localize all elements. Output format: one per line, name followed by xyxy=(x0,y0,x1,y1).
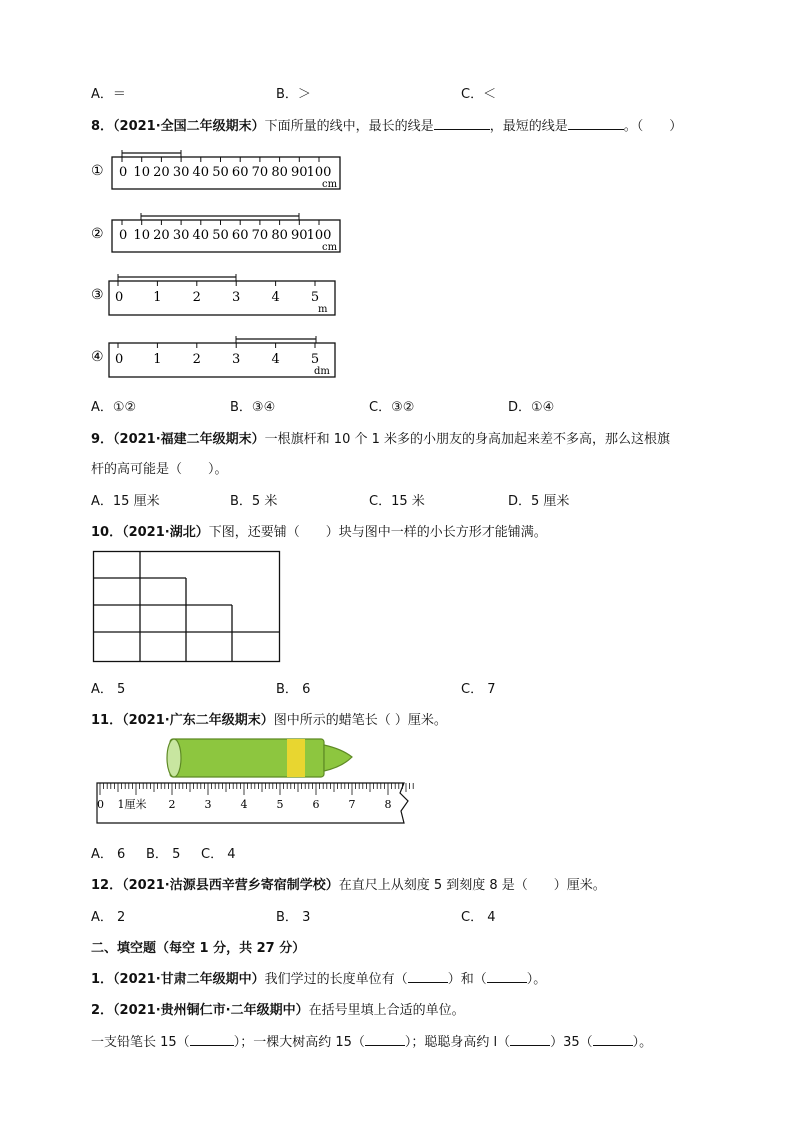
ruler-tick-label: 0 xyxy=(115,290,124,305)
rectangle-tiling-figure xyxy=(92,550,282,664)
ruler-marker: ① xyxy=(91,163,104,179)
option-letter: B． xyxy=(230,494,252,509)
option-letter: C． xyxy=(461,87,484,102)
cm-ruler-label: 5 xyxy=(276,798,284,811)
q9-option-a[interactable] xyxy=(91,490,160,509)
measured-line xyxy=(141,213,299,220)
ruler-tick-label: 5 xyxy=(310,352,320,367)
question-text: 。（ ） xyxy=(623,119,683,134)
answer-blank[interactable] xyxy=(593,1033,633,1046)
question-text: 图中所示的蜡笔长（ ）厘米。 xyxy=(273,713,447,728)
ruler-tick-label: 50 xyxy=(212,165,229,180)
ruler-marker: ② xyxy=(91,226,104,242)
crayon-tip xyxy=(324,745,352,771)
option-text: ＜ xyxy=(483,87,497,102)
ruler-2 xyxy=(88,207,348,259)
q10-option-b[interactable] xyxy=(276,678,310,697)
q12-option-a[interactable] xyxy=(91,906,125,925)
ruler-tick-label: 0 xyxy=(119,165,128,180)
crayon xyxy=(167,739,352,777)
option-text: ＞ xyxy=(297,87,311,102)
answer-blank[interactable] xyxy=(408,970,448,983)
option-letter: B． xyxy=(230,400,252,415)
question-text: ）35（ xyxy=(550,1035,593,1050)
ruler-tick-label: 40 xyxy=(192,165,210,180)
ruler-1 xyxy=(88,144,348,196)
ruler-4 xyxy=(88,332,348,382)
ruler-tick-label: 3 xyxy=(232,352,241,367)
ruler-tick-label: 70 xyxy=(251,228,269,243)
ruler-body xyxy=(109,281,335,315)
ruler-unit: dm xyxy=(314,366,330,377)
cm-ruler-label: 2 xyxy=(168,798,176,811)
q10-option-c[interactable] xyxy=(461,678,496,697)
q10-stem xyxy=(91,521,547,540)
ruler-3 xyxy=(88,270,348,320)
option-letter: C． xyxy=(201,847,224,862)
cm-ruler-label: 7 xyxy=(348,798,356,811)
option-letter: D． xyxy=(508,400,532,415)
answer-blank[interactable] xyxy=(365,1033,405,1046)
option-text: 2 xyxy=(117,910,126,925)
ruler-tick-label: 30 xyxy=(172,228,190,243)
ruler-marker: ③ xyxy=(91,287,104,303)
ruler-tick-label: 10 xyxy=(133,228,150,243)
question-number: 1． xyxy=(91,972,114,987)
question-number: 2． xyxy=(91,1003,114,1018)
option-text: 3 xyxy=(302,910,311,925)
option-text: 4 xyxy=(487,910,496,925)
f2-line xyxy=(91,1031,652,1050)
cm-ruler-label: 6 xyxy=(312,798,320,811)
ruler-tick-label: 90 xyxy=(291,165,308,180)
option-text: 4 xyxy=(227,847,236,862)
question-text: 我们学过的长度单位有（ xyxy=(264,972,408,987)
option-text: 5 米 xyxy=(251,494,278,509)
option-letter: D． xyxy=(508,494,532,509)
ruler-tick-label: 5 xyxy=(310,290,320,305)
option-text: 5 xyxy=(117,682,126,697)
question-text: 一支铅笔长 15（ xyxy=(91,1035,190,1050)
ruler-tick-label: 70 xyxy=(251,165,269,180)
ruler-tick-label: 80 xyxy=(271,228,288,243)
question-source: （2021·湖北） xyxy=(122,525,209,540)
option-letter: B． xyxy=(146,847,168,862)
q7-option-c[interactable] xyxy=(461,83,496,102)
ruler-tick-label: 2 xyxy=(192,352,201,367)
answer-blank[interactable] xyxy=(190,1033,234,1046)
ruler-tick-label: 90 xyxy=(291,228,308,243)
option-letter: C． xyxy=(461,682,484,697)
q9-option-c[interactable] xyxy=(369,490,425,509)
q8-option-a[interactable] xyxy=(91,396,136,415)
cm-ruler-label: 0 xyxy=(97,798,104,811)
q11-options xyxy=(91,843,236,862)
question-text: 下面所量的线中，最长的线是 xyxy=(264,119,434,134)
option-text: 6 xyxy=(117,847,126,862)
option-letter: C． xyxy=(461,910,484,925)
ruler-unit: cm xyxy=(322,242,338,253)
q9-option-b[interactable] xyxy=(230,490,277,509)
option-text: 7 xyxy=(487,682,496,697)
option-text: 6 xyxy=(302,682,311,697)
ruler-tick-label: 40 xyxy=(192,228,210,243)
question-source: （2021·全国二年级期末） xyxy=(113,119,265,134)
question-text: 下图，还要铺（ ）块与图中一样的小长方形才能铺满。 xyxy=(208,525,547,540)
question-text: ，最短的线是 xyxy=(489,119,568,134)
option-text: 15 米 xyxy=(391,494,425,509)
ruler-tick-label: 60 xyxy=(231,228,249,243)
ruler-tick-label: 100 xyxy=(306,165,332,180)
option-text: 15 厘米 xyxy=(112,494,160,509)
q12-option-c[interactable] xyxy=(461,906,496,925)
option-letter: A． xyxy=(91,494,113,509)
question-text: 在括号里填上合适的单位。 xyxy=(308,1003,465,1018)
option-text: 5 xyxy=(172,847,181,862)
option-letter: C． xyxy=(369,400,392,415)
question-text: ）；聪聪身高约 l（ xyxy=(404,1035,511,1050)
ruler-tick-label: 50 xyxy=(212,228,229,243)
ruler-tick-label: 20 xyxy=(153,228,170,243)
q11-option-a[interactable] xyxy=(91,847,125,862)
f1-stem xyxy=(91,968,546,987)
crayon-ruler-figure xyxy=(94,735,414,827)
section-title: 二、填空题（每空 1 分，共 27 分） xyxy=(91,941,306,956)
question-source: （2021·广东二年级期末） xyxy=(122,713,274,728)
ruler-unit: m xyxy=(318,304,328,315)
q12-stem xyxy=(91,874,606,893)
measured-line xyxy=(236,336,316,343)
q11-option-b[interactable] xyxy=(146,847,180,862)
option-letter: A． xyxy=(91,847,113,862)
option-letter: A． xyxy=(91,682,113,697)
ruler-tick-label: 1 xyxy=(153,352,162,367)
ruler-tick-label: 0 xyxy=(119,228,128,243)
question-text: ）。 xyxy=(526,972,547,987)
ruler-tick-label: 1 xyxy=(153,290,162,305)
ruler-tick-label: 3 xyxy=(232,290,241,305)
option-text: ③④ xyxy=(251,400,276,415)
ruler-tick-label: 0 xyxy=(115,352,124,367)
centimeter-ruler xyxy=(97,783,413,823)
ruler-unit: cm xyxy=(322,179,338,190)
cm-ruler-label: 4 xyxy=(240,798,248,811)
q9-stem-cont: 杆的高可能是（ ）。 xyxy=(91,462,228,477)
ruler-tick-label: 10 xyxy=(133,165,150,180)
cm-ruler-label: 8 xyxy=(384,798,392,811)
question-number: 10． xyxy=(91,525,123,540)
cm-ruler-label: 3 xyxy=(204,798,212,811)
ruler-tick-label: 4 xyxy=(271,290,280,305)
question-source: （2021·沽源县西辛营乡寄宿制学校） xyxy=(122,878,339,893)
option-letter: B． xyxy=(276,682,298,697)
crayon-band xyxy=(287,739,305,777)
measured-line xyxy=(118,274,236,281)
ruler-tick-label: 20 xyxy=(153,165,170,180)
question-source: （2021·福建二年级期末） xyxy=(113,432,265,447)
question-source: （2021·甘肃二年级期中） xyxy=(113,972,265,987)
answer-blank[interactable] xyxy=(510,1033,550,1046)
question-text: 一根旗杆和 10 个 1 米多的小朋友的身高加起来差不多高，那么这根旗 xyxy=(264,432,671,447)
ruler-tick-label: 30 xyxy=(172,165,190,180)
q9-option-d[interactable] xyxy=(508,490,569,509)
question-number: 12． xyxy=(91,878,123,893)
q7-option-b[interactable] xyxy=(276,83,311,102)
option-letter: B． xyxy=(276,87,298,102)
ruler-tick-label: 60 xyxy=(231,165,249,180)
ruler-marker: ④ xyxy=(91,349,104,365)
q11-option-c[interactable] xyxy=(201,847,236,862)
option-text: ＝ xyxy=(112,87,126,102)
measured-line xyxy=(122,150,181,157)
option-letter: A． xyxy=(91,910,113,925)
q10-option-a[interactable] xyxy=(91,678,125,697)
option-text: ③② xyxy=(391,400,415,415)
option-text: ①② xyxy=(112,400,137,415)
ruler-tick-label: 100 xyxy=(306,228,332,243)
question-source: （2021·贵州铜仁市·二年级期中） xyxy=(113,1003,309,1018)
q8-option-d[interactable] xyxy=(508,396,554,415)
question-text: ）和（ xyxy=(447,972,487,987)
q8-option-b[interactable] xyxy=(230,396,275,415)
option-text: ①④ xyxy=(531,400,555,415)
cm-ruler-label: 1厘米 xyxy=(117,798,147,811)
question-text: ）。 xyxy=(632,1035,653,1050)
q11-stem xyxy=(91,709,447,728)
answer-blank[interactable] xyxy=(487,970,527,983)
option-letter: B． xyxy=(276,910,298,925)
q8-stem xyxy=(91,115,682,134)
question-number: 9． xyxy=(91,432,114,447)
f2-stem xyxy=(91,999,465,1018)
q12-option-b[interactable] xyxy=(276,906,310,925)
ruler-body xyxy=(109,343,335,377)
question-number: 11． xyxy=(91,713,123,728)
option-letter: C． xyxy=(369,494,392,509)
q9-stem xyxy=(91,428,670,447)
answer-blank[interactable] xyxy=(434,117,490,130)
question-text: 在直尺上从刻度 5 到刻度 8 是（ ）厘米。 xyxy=(338,878,606,893)
option-text: 5 厘米 xyxy=(531,494,570,509)
ruler-tick-label: 4 xyxy=(271,352,280,367)
q7-option-a[interactable] xyxy=(91,83,126,102)
question-number: 8． xyxy=(91,119,114,134)
ruler-tick-label: 2 xyxy=(192,290,201,305)
option-letter: A． xyxy=(91,400,113,415)
ruler-tick-label: 80 xyxy=(271,165,288,180)
option-letter: A． xyxy=(91,87,113,102)
question-text: ）；一棵大树高约 15（ xyxy=(233,1035,365,1050)
q8-option-c[interactable] xyxy=(369,396,414,415)
answer-blank[interactable] xyxy=(568,117,624,130)
